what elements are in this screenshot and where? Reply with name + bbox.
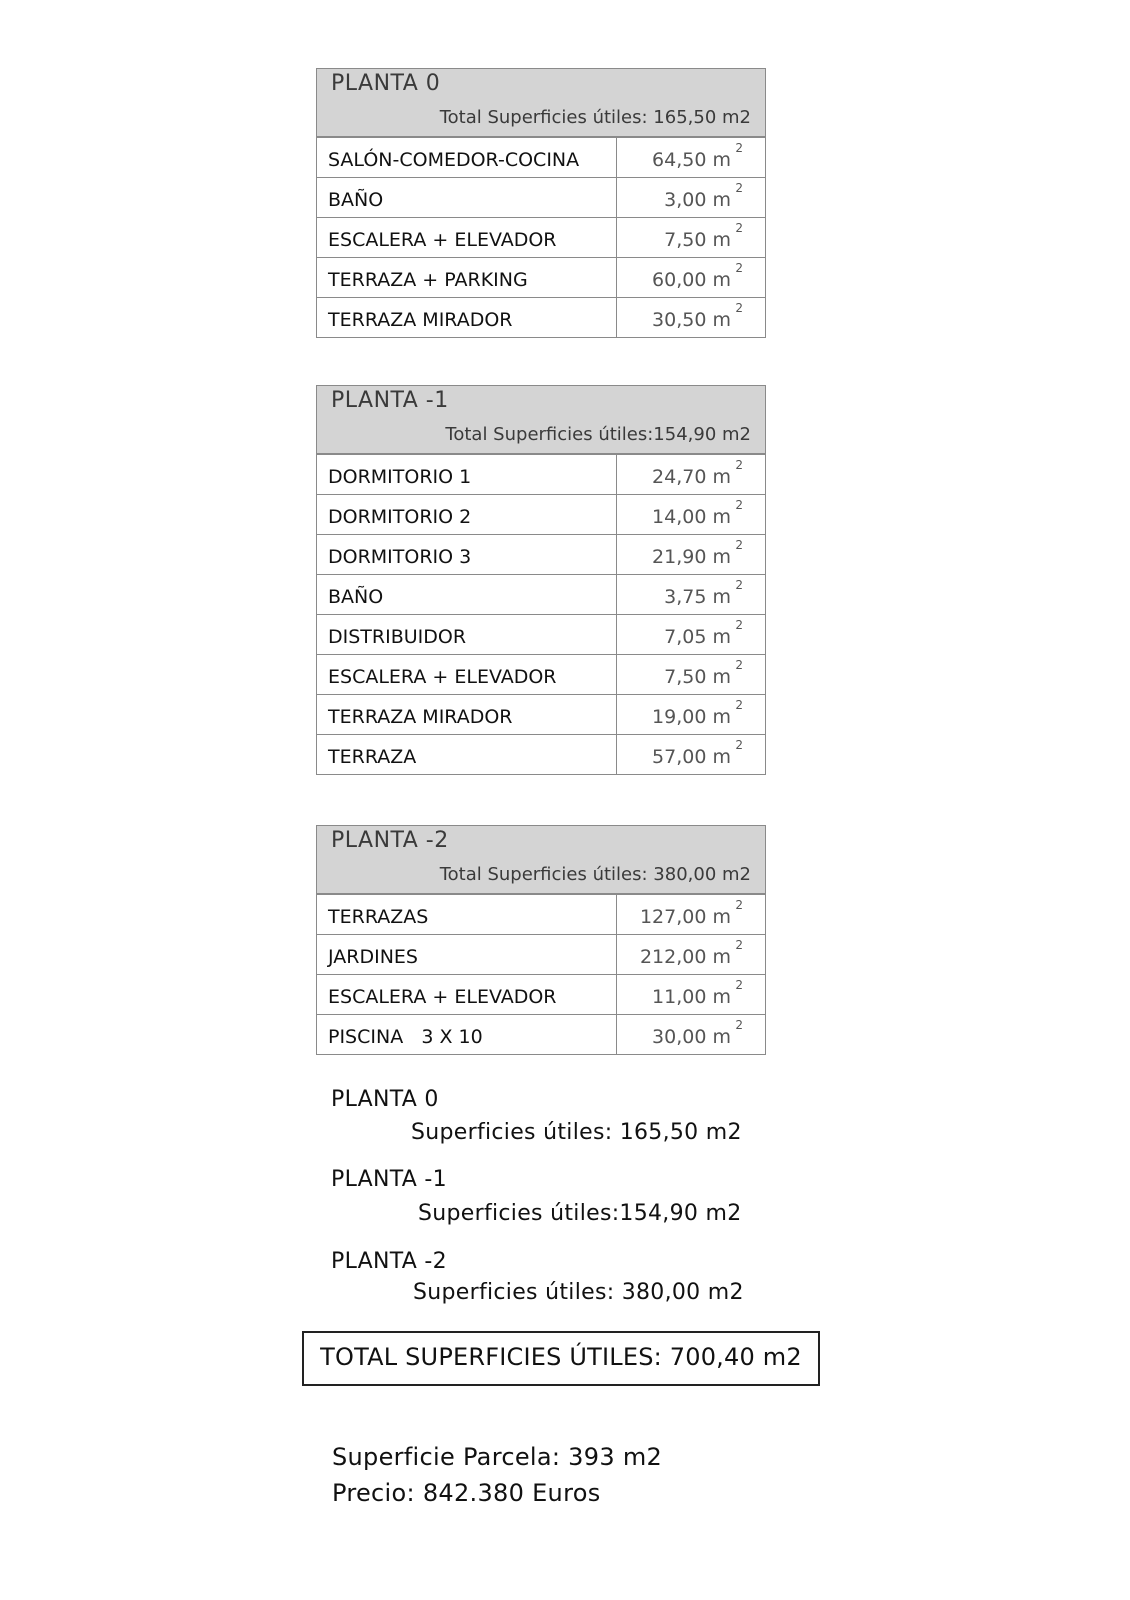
room-area: 19,00 m 2 (652, 698, 743, 728)
room-area: 57,00 m 2 (652, 738, 743, 768)
room-name: TERRAZA + PARKING (317, 258, 617, 297)
table-row (317, 494, 765, 534)
table-row (317, 894, 765, 934)
room-area: 60,00 m 2 (652, 261, 743, 291)
room-name: ESCALERA + ELEVADOR (317, 655, 617, 694)
room-area: 30,50 m 2 (652, 301, 743, 331)
room-area: 21,90 m 2 (652, 538, 743, 568)
room-name: DORMITORIO 2 (317, 495, 617, 534)
room-area: 127,00 m 2 (639, 898, 743, 928)
table-header (317, 386, 765, 454)
table-row (317, 654, 765, 694)
room-area: 3,75 m 2 (664, 578, 743, 608)
table-header (317, 69, 765, 137)
table-total: Total Superficies útiles: 380,00 m2 (439, 864, 751, 885)
room-area: 212,00 m 2 (639, 938, 743, 968)
summary-title: PLANTA 0 (331, 1087, 439, 1112)
room-name: TERRAZA (317, 735, 617, 774)
room-area: 64,50 m 2 (652, 141, 743, 171)
table-row (317, 177, 765, 217)
table-row (317, 574, 765, 614)
table-total: Total Superficies útiles: 165,50 m2 (439, 107, 751, 128)
table-row (317, 137, 765, 177)
summary-detail: Superficies útiles: 380,00 m2 (413, 1280, 744, 1305)
room-area: 14,00 m 2 (652, 498, 743, 528)
table-row (317, 297, 765, 337)
price: Precio: 842.380 Euros (332, 1479, 601, 1507)
summary-detail: Superficies útiles: 165,50 m2 (411, 1120, 742, 1145)
room-name: ESCALERA + ELEVADOR (317, 975, 617, 1014)
summary-detail: Superficies útiles:154,90 m2 (418, 1201, 742, 1226)
room-area: 7,05 m 2 (664, 618, 743, 648)
parcela-area: Superficie Parcela: 393 m2 (332, 1443, 663, 1471)
room-name: TERRAZAS (317, 895, 617, 934)
table-row (317, 974, 765, 1014)
room-area: 7,50 m 2 (664, 221, 743, 251)
room-name: PISCINA 3 X 10 (317, 1015, 617, 1054)
room-name: ESCALERA + ELEVADOR (317, 218, 617, 257)
table-title: PLANTA -2 (331, 828, 449, 853)
room-name: SALÓN-COMEDOR-COCINA (317, 138, 617, 177)
room-area: 30,00 m 2 (652, 1018, 743, 1048)
room-name: JARDINES (317, 935, 617, 974)
grand-total: TOTAL SUPERFICIES ÚTILES: 700,40 m2 (302, 1331, 820, 1386)
table-row (317, 734, 765, 774)
table-title: PLANTA -1 (331, 388, 449, 413)
table-planta-minus-2 (316, 825, 766, 1055)
room-name: TERRAZA MIRADOR (317, 695, 617, 734)
table-header (317, 826, 765, 894)
room-area: 24,70 m 2 (652, 458, 743, 488)
table-row (317, 534, 765, 574)
table-row (317, 257, 765, 297)
room-name: TERRAZA MIRADOR (317, 298, 617, 337)
room-name: DORMITORIO 1 (317, 455, 617, 494)
table-row (317, 1014, 765, 1054)
table-row (317, 614, 765, 654)
table-row (317, 934, 765, 974)
table-row (317, 454, 765, 494)
room-area: 11,00 m 2 (652, 978, 743, 1008)
room-area: 7,50 m 2 (664, 658, 743, 688)
table-row (317, 694, 765, 734)
room-name: DISTRIBUIDOR (317, 615, 617, 654)
room-name: BAÑO (317, 178, 617, 217)
room-area: 3,00 m 2 (664, 181, 743, 211)
room-name: BAÑO (317, 575, 617, 614)
table-planta-0 (316, 68, 766, 338)
room-name: DORMITORIO 3 (317, 535, 617, 574)
summary-title: PLANTA -2 (331, 1249, 447, 1274)
summary-title: PLANTA -1 (331, 1167, 447, 1192)
table-planta-minus-1 (316, 385, 766, 775)
table-total: Total Superficies útiles:154,90 m2 (445, 424, 751, 445)
table-title: PLANTA 0 (331, 71, 441, 96)
table-row (317, 217, 765, 257)
